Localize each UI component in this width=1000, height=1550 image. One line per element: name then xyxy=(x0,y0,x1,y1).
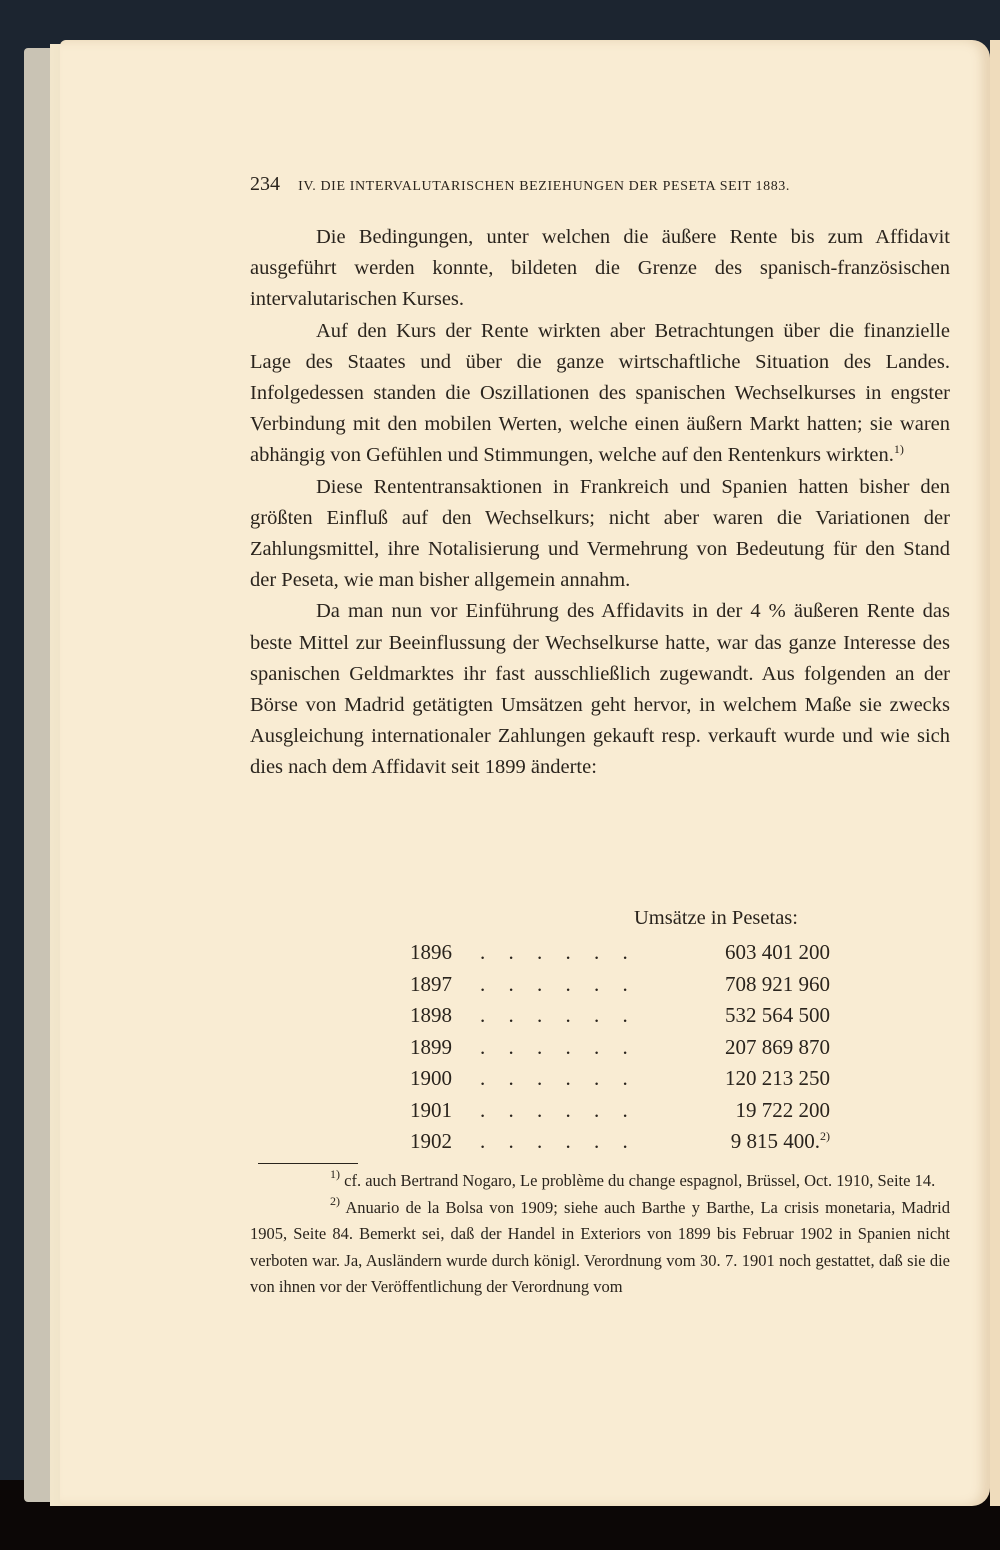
footnote-1: $^{1)}$ cf. auch Bertrand Nogaro, Le problème du change espagnol, Brüssel, Oct. 1910, Seite 14. xyxy=(330,1167,936,1190)
paragraph-2: Auf den Kurs der Rente wirkten aber Betrachtungen über die finanzielle Lage des Staates und über die ganze wirtschaftliche Situation des Landes. Infolgedessen standen die Oszillationen des spanischen Wechselkurses in engster Verbindung mit den mobilen Werten, welche einen äußern Markt hatten; sie waren abhängig von Gefühlen und Stimmungen, welche auf den Rentenkurs wirkten.$^{1)}$ xyxy=(250,319,950,467)
body-text xyxy=(250,222,950,784)
footnotes xyxy=(250,1168,950,1301)
footnote-ref-1: 1) xyxy=(893,442,904,457)
table-row: 1898 . . . . . . 532 564 500 xyxy=(410,1003,830,1027)
paragraph-3: Diese Rententransaktionen in Frankreich und Spanien hatten bisher den größten Einfluß auf den Wechselkurs; nicht aber waren die Variationen der Zahlungsmittel, ihre Notalisierung und Vermehrung von Bedeutung für den Stand der Peseta, wie man bisher allgemein annahm. xyxy=(250,475,950,592)
turnover-table xyxy=(410,937,830,1158)
page-number: 234 xyxy=(250,173,280,195)
running-header xyxy=(250,173,955,196)
footnote-divider xyxy=(258,1163,358,1164)
table-row: 1901 . . . . . . 19 722 200 xyxy=(410,1097,830,1122)
table-row: 1897 . . . . . . 708 921 960 xyxy=(410,971,830,996)
paragraph-4: Da man nun vor Einführung des Affidavits in der 4 % äußeren Rente das beste Mittel zur Beeinflussung der Wechselkurse hatte, war das ganze Interesse des spanischen Geldmarktes ihr fast ausschließlich zugewandt. Aus folgenden an der Börse von Madrid getätigten Umsätzen geht hervor, in welchem Maße sie zwecks Ausgleichung internationaler Zahlungen gekauft resp. verkauft wurde und wie sich dies nach dem Affidavit seit 1899 änderte: xyxy=(250,600,950,779)
table-header: Umsätze in Pesetas: xyxy=(634,907,798,929)
paragraph-1: Die Bedingungen, unter welchen die äußere Rente bis zum Affidavit ausgeführt werden konnte, bildeten die Grenze des spanisch-französischen intervalutarischen Kurses. xyxy=(250,226,950,311)
footnote-ref-2: 2) xyxy=(820,1129,830,1143)
table-row: 1896 . . . . . . 603 401 200 xyxy=(410,940,830,964)
table-row: 1902 . . . . . . 9 815 400.$^{2)}$ xyxy=(410,1129,830,1153)
footnote-2: $^{2)}$ Anuario de la Bolsa von 1909; siehe auch Barthe y Barthe, La crisis monetaria, Madrid 1905, Seite 84. Bemerkt sei, daß der Handel in Exteriors von 1899 bis Februar 1902 in Spanien nicht verboten war. Ja, Ausländern wurde durch königl. Verordnung vom 30. 7. 1901 noch gestattet, daß sie die von ihnen vor der Veröffentlichung der Verordnung vom xyxy=(250,1193,950,1296)
page-gutter-right xyxy=(990,40,1000,1506)
table-row: 1900 . . . . . . 120 213 250 xyxy=(410,1066,830,1090)
table-row: 1899 . . . . . . 207 869 870 xyxy=(410,1034,830,1059)
running-title: IV. DIE INTERVALUTARISCHEN BEZIEHUNGEN DER PESETA SEIT 1883. xyxy=(298,179,791,194)
